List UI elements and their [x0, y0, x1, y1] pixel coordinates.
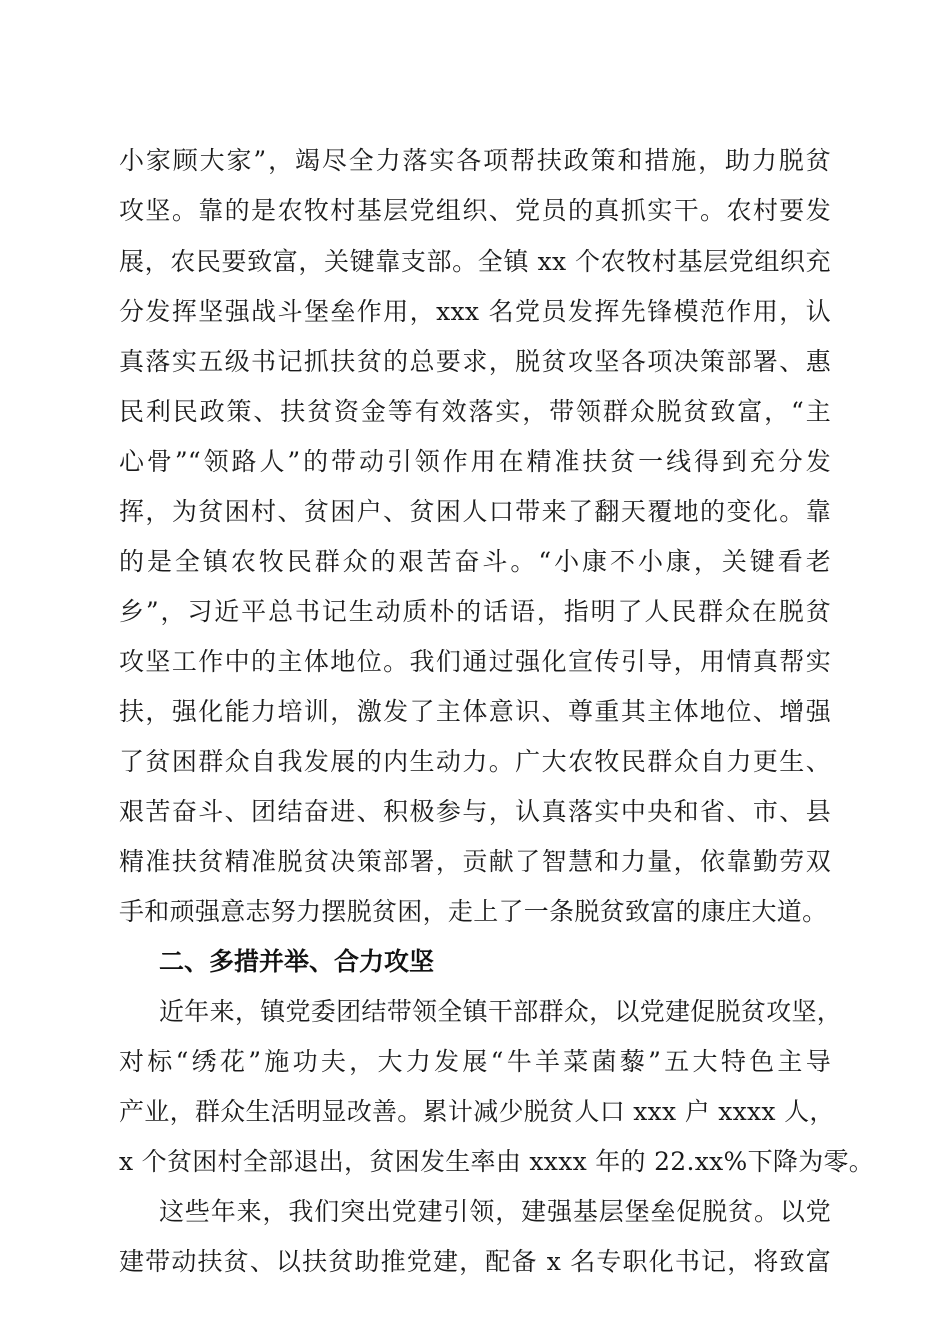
body-text-line: 产业，群众生活明显改善。累计减少脱贫人口 xxx 户 xxxx 人， [119, 1097, 835, 1126]
body-text-line: 建带动扶贫、以扶贫助推党建，配备 x 名专职化书记，将致富 [119, 1247, 831, 1276]
body-text-line: 民利民政策、扶贫资金等有效落实，带领群众脱贫致富，“主 [119, 397, 831, 426]
body-text-line: 了贫困群众自我发展的内生动力。广大农牧民群众自力更生、 [119, 747, 831, 776]
body-text-line: x 个贫困村全部退出，贫困发生率由 xxxx 年的 22.xx%下降为零。 [119, 1147, 875, 1176]
body-text-line: 分发挥坚强战斗堡垒作用，xxx 名党员发挥先锋模范作用，认 [119, 297, 831, 326]
body-text-line: 扶，强化能力培训，激发了主体意识、尊重其主体地位、增强 [119, 697, 831, 726]
body-text-line: 真落实五级书记抓扶贫的总要求，脱贫攻坚各项决策部署、惠 [119, 347, 831, 376]
section-heading: 二、多措并举、合力攻坚 [159, 947, 435, 976]
body-text-line: 心骨”“领路人”的带动引领作用在精准扶贫一线得到充分发 [119, 447, 831, 476]
body-text-line: 手和顽强意志努力摆脱贫困，走上了一条脱贫致富的康庄大道。 [119, 897, 828, 926]
body-text-line: 攻坚工作中的主体地位。我们通过强化宣传引导，用情真帮实 [119, 647, 831, 676]
body-text-line: 乡”，习近平总书记生动质朴的话语，指明了人民群众在脱贫 [119, 597, 831, 626]
body-text-line: 艰苦奋斗、团结奋进、积极参与，认真落实中央和省、市、县 [119, 797, 831, 826]
body-text-line: 这些年来，我们突出党建引领，建强基层堡垒促脱贫。以党 [159, 1197, 831, 1226]
body-text-line: 精准扶贫精准脱贫决策部署，贡献了智慧和力量，依靠勤劳双 [119, 847, 831, 876]
body-text-line: 的是全镇农牧民群众的艰苦奋斗。“小康不小康，关键看老 [119, 547, 831, 576]
body-text-line: 攻坚。靠的是农牧村基层党组织、党员的真抓实干。农村要发 [119, 196, 831, 225]
body-text-line: 挥，为贫困村、贫困户、贫困人口带来了翻天覆地的变化。靠 [119, 497, 831, 526]
body-text-line: 近年来，镇党委团结带领全镇干部群众，以党建促脱贫攻坚， [159, 997, 843, 1026]
body-text-line: 小家顾大家”，竭尽全力落实各项帮扶政策和措施，助力脱贫 [119, 146, 831, 175]
body-text-line: 对标“绣花”施功夫，大力发展“牛羊菜菌藜”五大特色主导 [119, 1047, 831, 1076]
body-text-line: 展，农民要致富，关键靠支部。全镇 xx 个农牧村基层党组织充 [119, 247, 831, 276]
